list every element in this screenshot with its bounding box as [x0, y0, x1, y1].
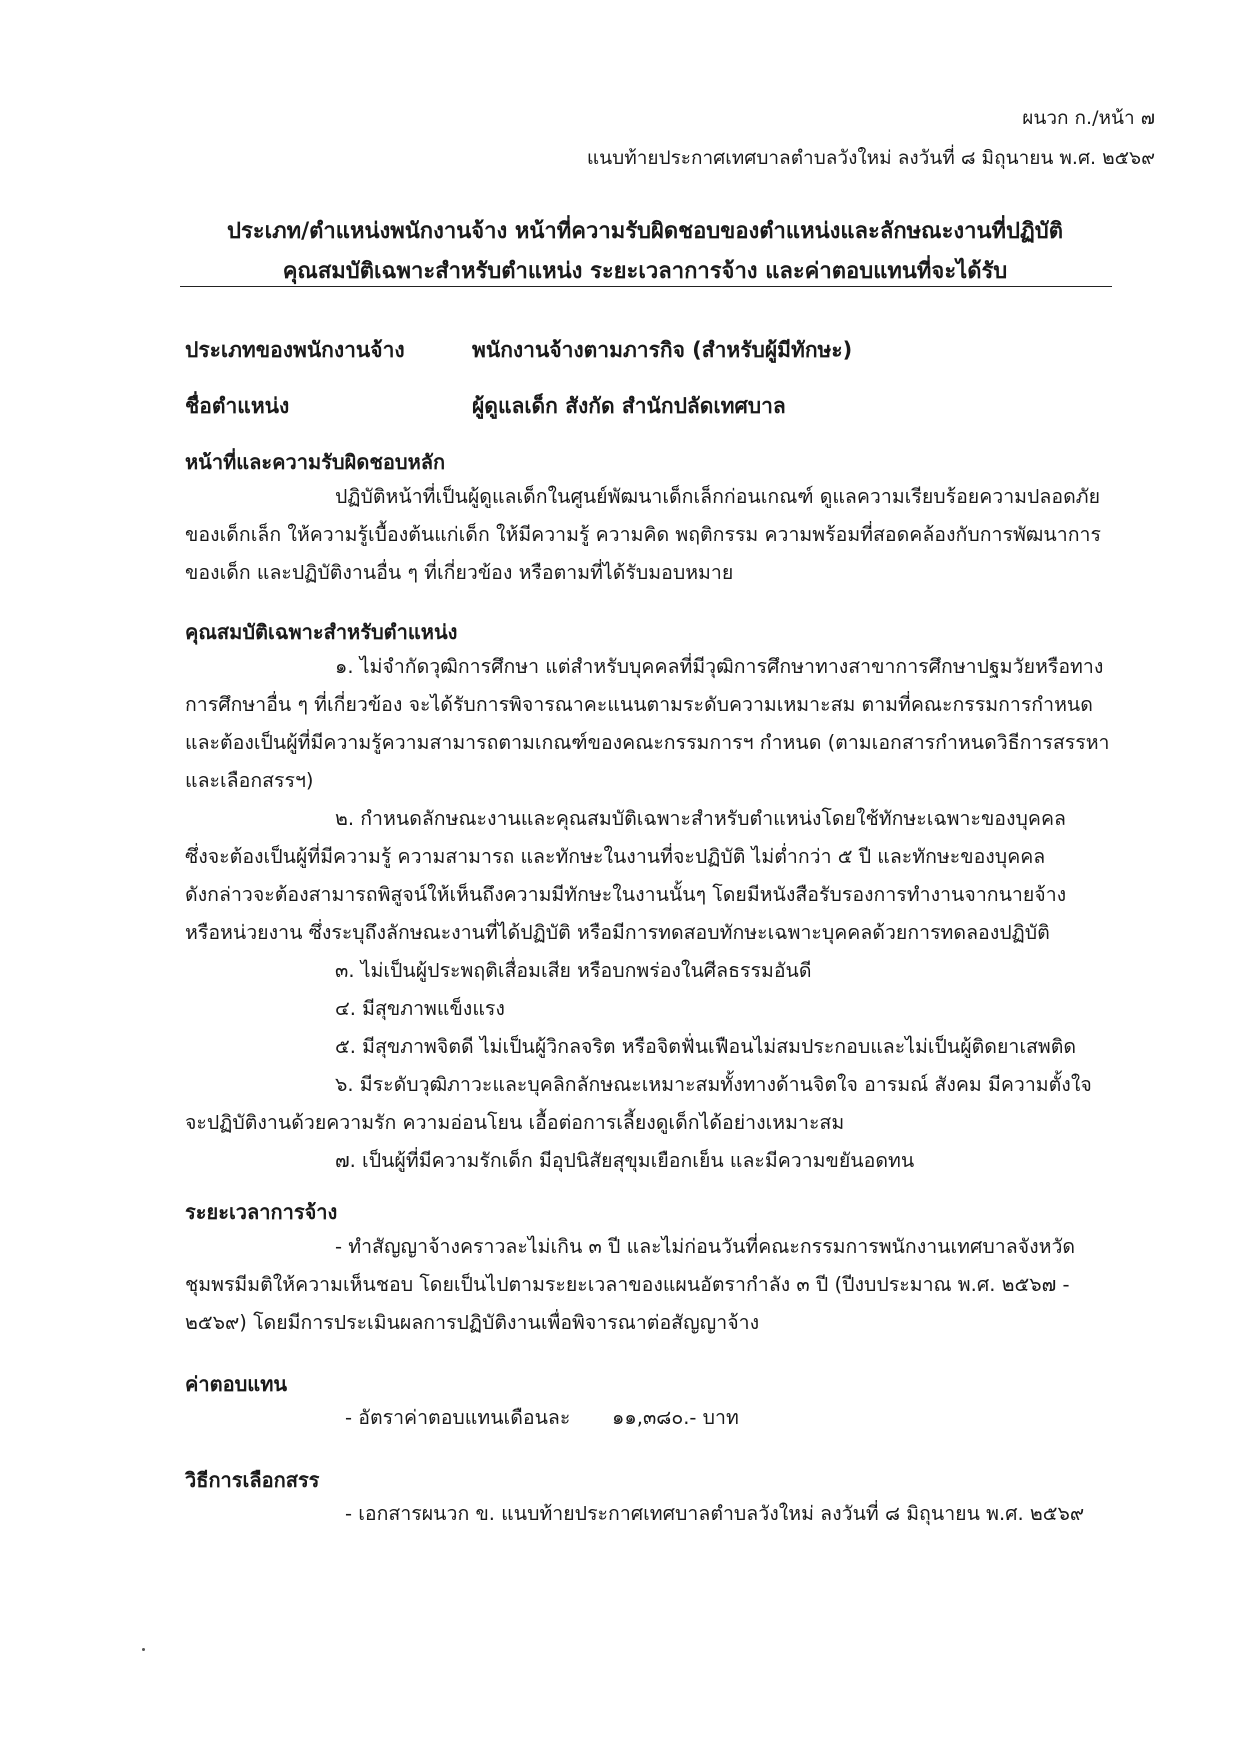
qualification-line: ๑. ไม่จำกัดวุฒิการศึกษา แต่สำหรับบุคคลที่มีวุฒิการศึกษาทางสาขาการศึกษาปฐมวัยหรือทาง — [335, 655, 1104, 678]
compensation-amount: ๑๑,๓๘๐.- บาท — [612, 1406, 739, 1429]
term-line: ชุมพรมีมติให้ความเห็นชอบ โดยเป็นไปตามระยะเวลาของแผนอัตรากำลัง ๓ ปี (ปีงบประมาณ พ.ศ. ๒๕๖๗ - — [185, 1273, 1070, 1296]
compensation-label: - อัตราค่าตอบแทนเดือนละ — [345, 1406, 571, 1429]
qualification-line: การศึกษาอื่น ๆ ที่เกี่ยวข้อง จะได้รับการพิจารณาคะแนนตามระดับความเหมาะสม ตามที่คณะกรรมการกำหนด — [185, 693, 1093, 716]
duties-heading: หน้าที่และความรับผิดชอบหลัก — [185, 450, 446, 474]
position-value: ผู้ดูแลเด็ก สังกัด สำนักปลัดเทศบาล — [472, 394, 786, 418]
qualification-line: หรือหน่วยงาน ซึ่งระบุถึงลักษณะงานที่ได้ปฏิบัติ หรือมีการทดสอบทักษะเฉพาะบุคคลด้วยการทดลองปฏิบัติ — [185, 921, 1050, 944]
employee-type-label: ประเภทของพนักงานจ้าง — [185, 338, 405, 362]
qualification-7: ๗. เป็นผู้ที่มีความรักเด็ก มีอุปนิสัยสุขุมเยือกเย็น และมีความขยันอดทน — [335, 1149, 915, 1172]
scan-speck — [142, 1648, 145, 1651]
qualification-6-line: ๖. มีระดับวุฒิภาวะและบุคลิกลักษณะเหมาะสมทั้งทางด้านจิตใจ อารมณ์ สังคม มีความตั้งใจ — [335, 1073, 1092, 1096]
term-heading: ระยะเวลาการจ้าง — [185, 1200, 338, 1224]
qualifications-heading: คุณสมบัติเฉพาะสำหรับตำแหน่ง — [185, 620, 458, 644]
qualification-line: ซึ่งจะต้องเป็นผู้ที่มีความรู้ ความสามารถ และทักษะในงานที่จะปฏิบัติ ไม่ต่ำกว่า ๕ ปี และทักษะของบุคคล — [185, 845, 1046, 868]
term-line: - ทำสัญญาจ้างคราวละไม่เกิน ๓ ปี และไม่ก่อนวันที่คณะกรรมการพนักงานเทศบาลจังหวัด — [335, 1235, 1076, 1258]
qualification-line: และต้องเป็นผู้ที่มีความรู้ความสามารถตามเกณฑ์ของคณะกรรมการฯ กำหนด (ตามเอกสารกำหนดวิธีการสรรหา — [185, 731, 1110, 754]
qualification-line: และเลือกสรรฯ) — [185, 769, 314, 792]
duties-line: ปฏิบัติหน้าที่เป็นผู้ดูแลเด็กในศูนย์พัฒนาเด็กเล็กก่อนเกณฑ์ ดูแลความเรียบร้อยความปลอดภัย — [335, 485, 1101, 508]
term-line: ๒๕๖๙) โดยมีการประเมินผลการปฏิบัติงานเพื่อพิจารณาต่อสัญญาจ้าง — [185, 1311, 760, 1334]
document-title-line-2: คุณสมบัติเฉพาะสำหรับตำแหน่ง ระยะเวลาการจ้าง และค่าตอบแทนที่จะได้รับ — [282, 259, 1008, 284]
page-reference: ผนวก ก./หน้า ๗ — [1022, 107, 1155, 129]
duties-line: ของเด็กเล็ก ให้ความรู้เบื้องต้นแก่เด็ก ให้มีความรู้ ความคิด พฤติกรรม ความพร้อมที่สอดคล้องกับการพัฒนาการ — [185, 523, 1101, 546]
position-label: ชื่อตำแหน่ง — [185, 394, 290, 418]
qualification-5: ๕. มีสุขภาพจิตดี ไม่เป็นผู้วิกลจริต หรือจิตฟั่นเฟือนไม่สมประกอบและไม่เป็นผู้ติดยาเสพติด — [335, 1035, 1077, 1058]
qualifications-3-to-7 — [185, 952, 1150, 1180]
selection-heading: วิธีการเลือกสรร — [185, 1468, 320, 1492]
term-paragraph — [185, 1228, 1150, 1342]
qualification-1 — [185, 648, 1150, 800]
qualification-line: ๒. กำหนดลักษณะงานและคุณสมบัติเฉพาะสำหรับตำแหน่งโดยใช้ทักษะเฉพาะของบุคคล — [335, 807, 1066, 830]
selection-text: - เอกสารผนวก ข. แนบท้ายประกาศเทศบาลตำบลวังใหม่ ลงวันที่ ๘ มิถุนายน พ.ศ. ๒๕๖๙ — [345, 1502, 1085, 1525]
qualification-line: ดังกล่าวจะต้องสามารถพิสูจน์ให้เห็นถึงความมีทักษะในงานนั้นๆ โดยมีหนังสือรับรองการทำงานจากนายจ้าง — [185, 883, 1067, 906]
employee-type-value: พนักงานจ้างตามภารกิจ (สำหรับผู้มีทักษะ) — [472, 338, 853, 362]
qualification-3: ๓. ไม่เป็นผู้ประพฤติเสื่อมเสีย หรือบกพร่องในศีลธรรมอันดี — [335, 959, 812, 982]
qualification-4: ๔. มีสุขภาพแข็งแรง — [335, 997, 505, 1020]
attachment-reference: แนบท้ายประกาศเทศบาลตำบลวังใหม่ ลงวันที่ ๘ มิถุนายน พ.ศ. ๒๕๖๙ — [586, 147, 1155, 169]
compensation-heading: ค่าตอบแทน — [185, 1372, 288, 1396]
title-underline — [180, 286, 1112, 287]
qualification-2 — [185, 800, 1150, 952]
document-title-line-1: ประเภท/ตำแหน่งพนักงานจ้าง หน้าที่ความรับผิดชอบของตำแหน่งและลักษณะงานที่ปฏิบัติ — [226, 219, 1064, 244]
duties-line: ของเด็ก และปฏิบัติงานอื่น ๆ ที่เกี่ยวข้อง หรือตามที่ได้รับมอบหมาย — [185, 561, 734, 584]
duties-paragraph — [185, 478, 1150, 592]
qualification-6-line: จะปฏิบัติงานด้วยความรัก ความอ่อนโยน เอื้อต่อการเลี้ยงดูเด็กได้อย่างเหมาะสม — [185, 1111, 845, 1134]
